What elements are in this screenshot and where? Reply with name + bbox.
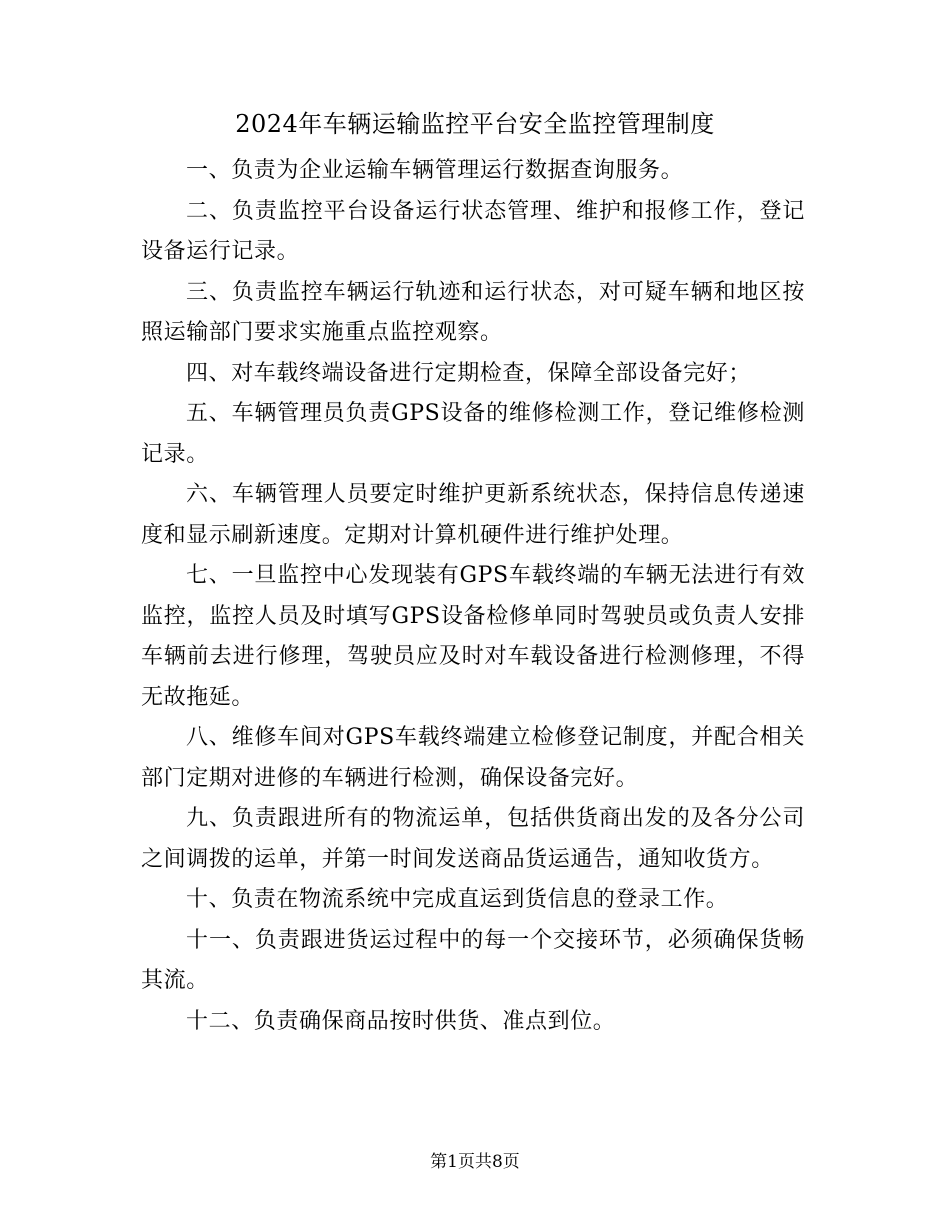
paragraph-12: 十二、负责确保商品按时供货、准点到位。	[186, 1008, 616, 1034]
paragraph-7: 七、一旦监控中心发现装有GPS车载终端的车辆无法进行有效监控，监控人员及时填写GPS设备检修单同时驾驶员或负责人安排车辆前去进行修理，驾驶员应及时对车载设备进行检测修理，不得无故拖延。	[141, 563, 805, 710]
document-body	[141, 151, 805, 1042]
paragraph-9: 九、负责跟进所有的物流运单，包括供货商出发的及各分公司之间调拨的运单，并第一时间发送商品货运通告，通知收货方。	[141, 806, 805, 872]
paragraph-11: 十一、负责跟进货运过程中的每一个交接环节，必须确保货畅其流。	[141, 927, 805, 993]
paragraph-4: 四、对车载终端设备进行定期检查，保障全部设备完好；	[186, 360, 752, 386]
page-number-footer: 第1页共8页	[430, 1152, 520, 1172]
paragraph-10: 十、负责在物流系统中完成直运到货信息的登录工作。	[186, 887, 729, 912]
paragraph-5: 五、车辆管理员负责GPS设备的维修检测工作，登记维修检测记录。	[141, 401, 805, 467]
paragraph-3: 三、负责监控车辆运行轨迹和运行状态，对可疑车辆和地区按照运输部门要求实施重点监控观察。	[141, 279, 805, 345]
document-title: 2024年车辆运输监控平台安全监控管理制度	[235, 110, 715, 138]
paragraph-6: 六、车辆管理人员要定时维护更新系统状态，保持信息传递速度和显示刷新速度。定期对计算机硬件进行维护处理。	[141, 482, 805, 548]
paragraph-8: 八、维修车间对GPS车载终端建立检修登记制度，并配合相关部门定期对进修的车辆进行检测，确保设备完好。	[141, 725, 805, 791]
paragraph-1: 一、负责为企业运输车辆管理运行数据查询服务。	[186, 158, 684, 183]
paragraph-2: 二、负责监控平台设备运行状态管理、维护和报修工作，登记设备运行记录。	[141, 198, 805, 264]
